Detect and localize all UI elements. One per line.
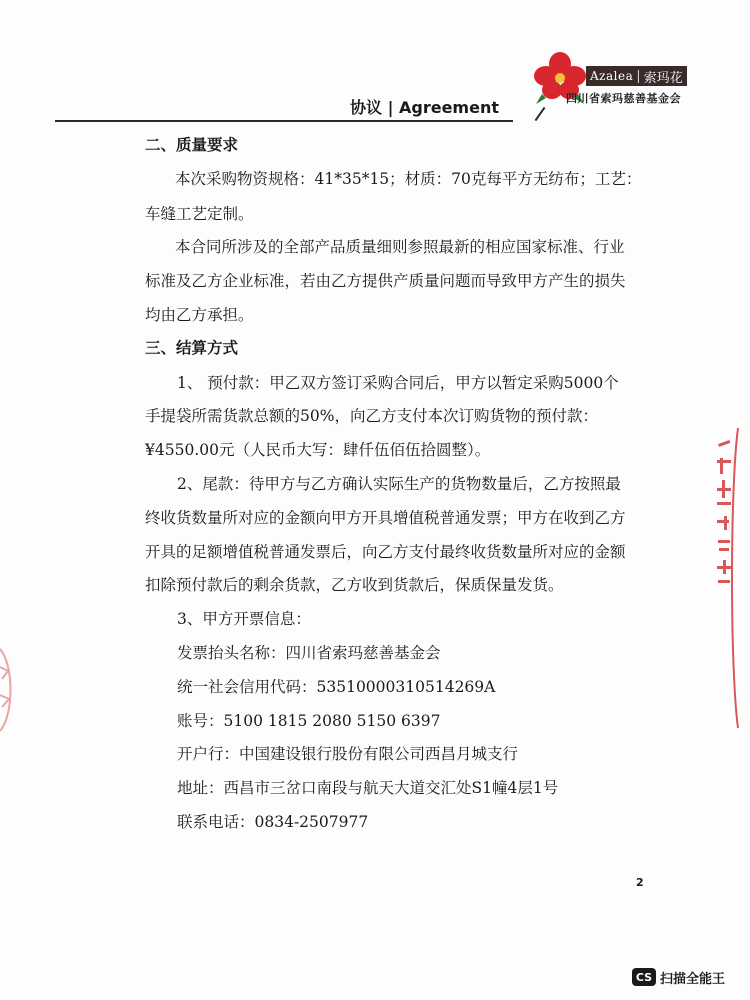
quality-paragraph-line: 车缝工艺定制。: [145, 205, 254, 223]
logo-brand-latin: Azalea: [590, 69, 634, 83]
invoice-info-heading: 3、甲方开票信息：: [177, 610, 311, 628]
settlement-paragraph-line: 开具的足额增值税普通发票后，向乙方支付最终收货数量所对应的金额: [145, 543, 626, 561]
seal-fragment-left: [0, 645, 18, 735]
camscanner-icon: CS: [632, 968, 656, 986]
seal-fragment-right: [712, 428, 742, 728]
settlement-paragraph-line: 终收货数量所对应的金额向甲方开具增值税普通发票；甲方在收到乙方: [145, 509, 626, 527]
settlement-paragraph-line: 扣除预付款后的剩余货款，乙方收到货款后，保质保量发货。: [145, 576, 564, 594]
invoice-title: 发票抬头名称：四川省索玛慈善基金会: [177, 644, 441, 662]
logo-brand-plate: [586, 66, 687, 86]
watermark-text: 扫描全能王: [660, 971, 726, 987]
section-heading-quality: 二、质量要求: [145, 135, 239, 154]
header-divider: [55, 120, 513, 122]
address: 地址：西昌市三岔口南段与航天大道交汇处S1幢4层1号: [177, 779, 559, 797]
scanner-watermark: [632, 966, 725, 988]
bank-name: 开户行：中国建设银行股份有限公司西昌月城支行: [177, 745, 519, 763]
logo-org-name: 四川省索玛慈善基金会: [566, 92, 681, 105]
settlement-paragraph-line: 2、尾款：待甲方与乙方确认实际生产的货物数量后，乙方按照最: [177, 475, 621, 493]
bank-account: 账号：5100 1815 2080 5150 6397: [177, 712, 441, 730]
quality-paragraph-line: 本次采购物资规格：41*35*15；材质：70克每平方无纺布；工艺：: [175, 170, 642, 188]
credit-code: 统一社会信用代码：53510000310514269A: [177, 678, 496, 696]
quality-paragraph-line: 均由乙方承担。: [145, 306, 254, 324]
quality-paragraph-line: 标准及乙方企业标准，若由乙方提供产质量问题而导致甲方产生的损失: [145, 272, 626, 290]
quality-paragraph-line: 本合同所涉及的全部产品质量细则参照最新的相应国家标准、行业: [175, 238, 625, 256]
settlement-paragraph-line: 1、 预付款：甲乙双方签订采购合同后，甲方以暂定采购5000个: [177, 374, 619, 392]
settlement-paragraph-line: ¥4550.00元（人民币大写：肆仟伍佰伍拾圆整）。: [145, 441, 491, 459]
contact-phone: 联系电话：0834-2507977: [177, 813, 369, 831]
settlement-paragraph-line: 手提袋所需货款总额的50%，向乙方支付本次订购货物的预付款：: [145, 407, 598, 425]
logo-divider: |: [636, 68, 641, 84]
page-title: 协议 | Agreement: [350, 97, 499, 117]
section-heading-settlement: 三、结算方式: [145, 338, 239, 357]
page-number: 2: [636, 876, 644, 889]
logo-brand-cn: 索玛花: [643, 70, 683, 86]
foundation-logo: [532, 50, 702, 108]
